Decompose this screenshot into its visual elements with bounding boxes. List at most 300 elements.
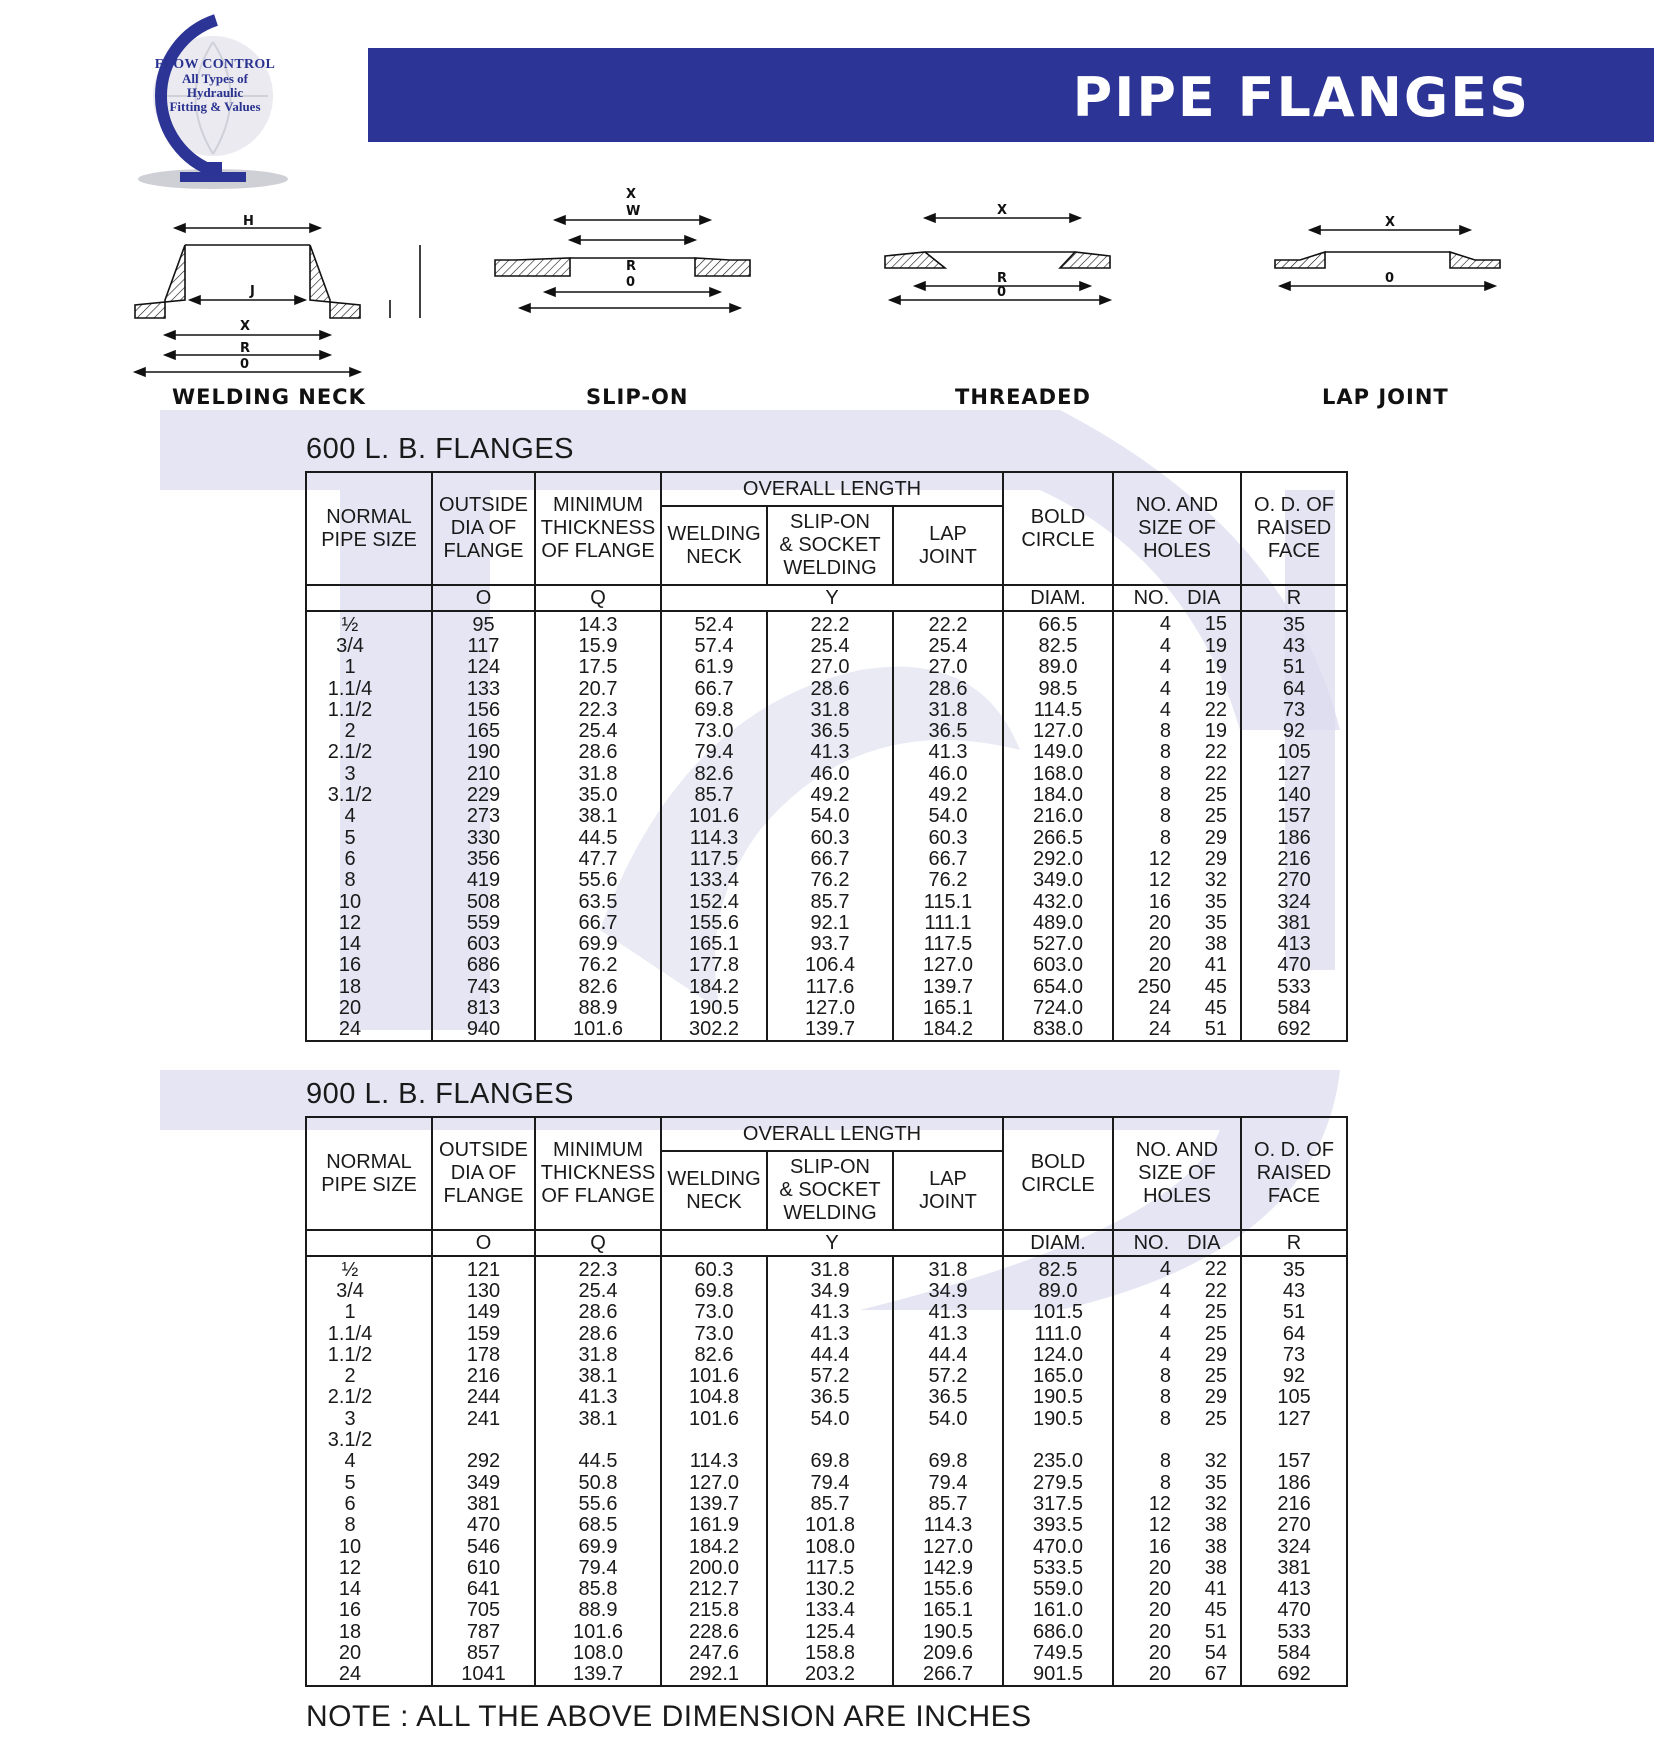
table-cell: 79.4	[661, 742, 767, 763]
table-cell: 324	[1241, 1536, 1347, 1557]
header-lap-joint: LAP JOINT	[893, 1151, 1003, 1230]
table-cell	[661, 1429, 767, 1450]
table-cell: 106.4	[767, 955, 893, 976]
table-cell: 210	[432, 763, 535, 784]
table-cell: 559.0	[1003, 1578, 1113, 1599]
holes-cell	[1113, 955, 1241, 976]
table-cell: 31.8	[535, 763, 661, 784]
hole-dia: 25	[1204, 1301, 1228, 1324]
hole-count: 12	[1148, 1492, 1172, 1515]
table-cell: 31.8	[893, 1256, 1003, 1280]
table-cell: 14.3	[535, 611, 661, 635]
table-cell: 25.4	[893, 635, 1003, 656]
table-cell: 101.6	[535, 1621, 661, 1642]
header-outside-dia: OUTSIDE DIA OF FLANGE	[432, 1117, 535, 1230]
table-cell: 93.7	[767, 933, 893, 954]
table-cell: 38.1	[535, 806, 661, 827]
table-cell: 28.6	[767, 678, 893, 699]
table-cell: 60.3	[661, 1256, 767, 1280]
table-cell: 41.3	[767, 1323, 893, 1344]
hole-dia: 25	[1204, 1365, 1228, 1388]
table-cell: 190.5	[893, 1621, 1003, 1642]
table-cell: 28.6	[535, 1323, 661, 1344]
table-row	[306, 1387, 1347, 1408]
table-cell: 57.2	[767, 1365, 893, 1386]
header-welding-neck: WELDING NECK	[661, 506, 767, 585]
table-cell: 47.7	[535, 848, 661, 869]
hole-count: 24	[1148, 1018, 1172, 1041]
table-cell: 20	[306, 1642, 432, 1663]
table-cell: 330	[432, 827, 535, 848]
flange-table-900: NORMAL PIPE SIZE OUTSIDE DIA OF FLANGE MINIMUM THICKNESS OF FLANGE OVERALL LENGTH BOLD CIRCLE NO. AND SIZE OF HOLES O. D. OF RAISED FACE WELDING NECK SLIP-ON & SOCKET WELDING LAP JOINT O Q Y DIAM. NO. DIA R ½ 121 22.3 60.3 31.8 31.8 82.5 4 22 35 3/4 130 25.4 69.8 34.9 34.9 89.0 4 22 43 1 149 28.6 73.0 41.3 41.3 101.5 4 25 51 1.1/4 159 28.6 73.0 41.3 41.3 111.0 4 25 64 1.1/2 178 31.8 82.6 44.4 44.4 124.0 4 29 73 2 216 38.1 101.6 57.2 57.2 165.0 8 25 92 2.1/2 244 41.3 104.8 36.5 36.5 190.5 8 29 105 3 241 38.1 101.6 54.0 54.0 190.5 8 25 127 3.1/2 4 292 44.5 114.3 69.8 69.8 235.0 8 32 157 5 349 50.8 127.0 79.4 79.4 279.5 8 35 186 6 381 55.6 139.7 85.7 85.7 317.5 12 32 216 8 470 68.5 161.9 101.8 114.3 393.5 12 38 270 10 546 69.9 184.2 108.0 127.0 470.0 16 38 324 12 610 79.4 200.0 117.5 142.9 533.5 20 38 381 14 641 85.8 212.7 130.2 155.6 559.0 20 41 413 16 705 88.9 215.8 133.4 165.1 161.0 20 45 470 18 787 101.6 228.6 125.4 190.5 686.0 20 51 533 20 857 108.0 247.6 158.8 209.6 749.5 20 54 584 24 1041 139.7 292.1 203.2 266.7 901.5 20 67 692	[305, 1116, 1348, 1687]
svg-text:R: R	[997, 271, 1008, 286]
table-cell: 44.5	[535, 1451, 661, 1472]
hole-count: 4	[1159, 1279, 1172, 1302]
hole-count: 8	[1159, 784, 1172, 807]
table-row	[306, 1642, 1347, 1663]
table-cell: 165.0	[1003, 1365, 1113, 1386]
table-cell: 104.8	[661, 1387, 767, 1408]
table-cell: 161.9	[661, 1515, 767, 1536]
table-cell: 12	[306, 1557, 432, 1578]
hole-count: 4	[1159, 1257, 1172, 1280]
table-cell: 157	[1241, 806, 1347, 827]
hole-count: 250	[1137, 975, 1172, 998]
svg-text:0: 0	[997, 285, 1007, 300]
table-cell: 76.2	[893, 870, 1003, 891]
table-cell: 36.5	[893, 720, 1003, 741]
table-cell: 73.0	[661, 1323, 767, 1344]
table-cell: 229	[432, 784, 535, 805]
welding-neck-label: WELDING NECK	[172, 385, 366, 409]
table-cell: 38.1	[535, 1408, 661, 1429]
table-cell: 127	[1241, 763, 1347, 784]
table-cell: 3/4	[306, 635, 432, 656]
table-cell: 25.4	[535, 720, 661, 741]
table-cell: 89.0	[1003, 1280, 1113, 1301]
svg-text:W: W	[626, 204, 641, 219]
table-cell: 3/4	[306, 1280, 432, 1301]
table-row	[306, 955, 1347, 976]
lap-joint-label: LAP JOINT	[1322, 385, 1449, 409]
table-cell: 114.3	[661, 827, 767, 848]
holes-cell	[1113, 997, 1241, 1018]
hole-count: 4	[1159, 612, 1172, 635]
table-cell: 60.3	[767, 827, 893, 848]
hole-dia: 54	[1204, 1641, 1228, 1664]
header-bold-circle: BOLD CIRCLE	[1003, 472, 1113, 585]
table-cell: 8	[306, 870, 432, 891]
hole-dia: 25	[1204, 1407, 1228, 1430]
table-cell: 22.2	[767, 611, 893, 635]
table-cell: 79.4	[893, 1472, 1003, 1493]
table-cell: 55.6	[535, 1493, 661, 1514]
table-row	[306, 1493, 1347, 1514]
table-cell: 156	[432, 699, 535, 720]
table-cell: 130.2	[767, 1578, 893, 1599]
hole-count: 8	[1159, 741, 1172, 764]
table-cell	[893, 1429, 1003, 1450]
table-cell: 46.0	[893, 763, 1003, 784]
table-cell: 2	[306, 720, 432, 741]
hole-dia: 22	[1204, 698, 1228, 721]
table-cell: 184.2	[893, 1019, 1003, 1041]
threaded-label: THREADED	[955, 385, 1091, 409]
holes-cell	[1113, 1515, 1241, 1536]
hole-count: 4	[1159, 677, 1172, 700]
table-600-title: 600 L. B. FLANGES	[306, 433, 575, 465]
table-cell: 584	[1241, 1642, 1347, 1663]
table-cell: 73	[1241, 699, 1347, 720]
slip-on-diagram	[495, 187, 750, 312]
holes-cell	[1113, 870, 1241, 891]
hole-dia: 51	[1204, 1018, 1228, 1041]
holes-cell	[1113, 699, 1241, 720]
table-cell: 85.7	[767, 1493, 893, 1514]
table-row	[306, 611, 1347, 635]
hole-count: 20	[1148, 1663, 1172, 1686]
holes-cell	[1113, 1664, 1241, 1686]
table-cell: 190	[432, 742, 535, 763]
table-cell: 1.1/4	[306, 678, 432, 699]
table-cell: 16	[306, 955, 432, 976]
table-cell: 184.2	[661, 976, 767, 997]
table-cell: 470.0	[1003, 1536, 1113, 1557]
table-row	[306, 827, 1347, 848]
table-cell: 82.5	[1003, 1256, 1113, 1280]
table-row	[306, 1451, 1347, 1472]
table-cell: 121	[432, 1256, 535, 1280]
holes-cell	[1113, 1557, 1241, 1578]
table-cell: 28.6	[535, 1302, 661, 1323]
table-cell: 41.3	[767, 742, 893, 763]
hole-dia: 35	[1204, 1471, 1228, 1494]
table-row	[306, 784, 1347, 805]
table-cell: 85.8	[535, 1578, 661, 1599]
table-cell: 28.6	[893, 678, 1003, 699]
table-cell: 92	[1241, 720, 1347, 741]
table-900-title: 900 L. B. FLANGES	[306, 1078, 575, 1110]
table-row	[306, 997, 1347, 1018]
table-cell: 41.3	[535, 1387, 661, 1408]
holes-cell	[1113, 1323, 1241, 1344]
table-cell: 22.2	[893, 611, 1003, 635]
hole-count: 8	[1159, 805, 1172, 828]
hole-dia: 25	[1204, 805, 1228, 828]
table-row	[306, 1621, 1347, 1642]
hole-count: 8	[1159, 826, 1172, 849]
table-cell: 88.9	[535, 997, 661, 1018]
table-cell: 73	[1241, 1344, 1347, 1365]
table-row	[306, 1344, 1347, 1365]
table-cell: 3.1/2	[306, 1429, 432, 1450]
hole-count: 8	[1159, 720, 1172, 743]
table-cell: 152.4	[661, 891, 767, 912]
holes-cell	[1113, 1451, 1241, 1472]
holes-cell	[1113, 1429, 1241, 1450]
table-cell: 692	[1241, 1019, 1347, 1041]
header-overall-length: OVERALL LENGTH	[661, 1117, 1003, 1151]
table-cell: 101.5	[1003, 1302, 1113, 1323]
holes-cell	[1113, 1302, 1241, 1323]
table-cell: 36.5	[893, 1387, 1003, 1408]
table-row	[306, 720, 1347, 741]
svg-text:0: 0	[626, 275, 636, 290]
table-cell: 127.0	[1003, 720, 1113, 741]
lap-joint-diagram	[1275, 215, 1500, 290]
table-cell: 1	[306, 1302, 432, 1323]
hole-dia: 29	[1204, 847, 1228, 870]
table-cell: 157	[1241, 1451, 1347, 1472]
table-cell: 273	[432, 806, 535, 827]
table-cell: 139.7	[535, 1664, 661, 1686]
hole-count: 4	[1159, 634, 1172, 657]
table-cell: 228.6	[661, 1621, 767, 1642]
table-cell: 270	[1241, 870, 1347, 891]
table-row	[306, 976, 1347, 997]
table-cell: 73.0	[661, 720, 767, 741]
table-cell: 36.5	[767, 1387, 893, 1408]
table-cell: 527.0	[1003, 933, 1113, 954]
table-cell: 1	[306, 657, 432, 678]
holes-cell	[1113, 1365, 1241, 1386]
table-cell: 158.8	[767, 1642, 893, 1663]
header-normal-pipe-size: NORMAL PIPE SIZE	[306, 472, 432, 585]
table-cell: 149	[432, 1302, 535, 1323]
hole-dia: 38	[1204, 1556, 1228, 1579]
hole-count: 20	[1148, 954, 1172, 977]
table-cell: 31.8	[767, 699, 893, 720]
header-welding-neck: WELDING NECK	[661, 1151, 767, 1230]
table-cell: 54.0	[767, 1408, 893, 1429]
table-cell: 35	[1241, 1256, 1347, 1280]
hole-dia: 45	[1204, 975, 1228, 998]
table-cell: 82.5	[1003, 635, 1113, 656]
table-cell: 66.7	[535, 912, 661, 933]
table-cell: 34.9	[893, 1280, 1003, 1301]
table-cell: 117.5	[661, 848, 767, 869]
table-cell: 546	[432, 1536, 535, 1557]
table-cell: 165.1	[893, 997, 1003, 1018]
hole-count: 20	[1148, 1641, 1172, 1664]
table-row	[306, 933, 1347, 954]
svg-text:X: X	[1385, 215, 1396, 230]
table-cell: 705	[432, 1600, 535, 1621]
table-cell: 393.5	[1003, 1515, 1113, 1536]
table-row	[306, 657, 1347, 678]
table-cell: 216.0	[1003, 806, 1113, 827]
table-cell: 209.6	[893, 1642, 1003, 1663]
table-cell: 838.0	[1003, 1019, 1113, 1041]
table-cell: 35	[1241, 611, 1347, 635]
table-cell: 101.6	[661, 1365, 767, 1386]
header-raised-face: O. D. OF RAISED FACE	[1241, 1117, 1347, 1230]
hole-count: 4	[1159, 656, 1172, 679]
table-row	[306, 635, 1347, 656]
table-cell: 241	[432, 1408, 535, 1429]
logo-line-4: Fitting & Values	[169, 99, 261, 114]
table-cell: 317.5	[1003, 1493, 1113, 1514]
table-cell: 813	[432, 997, 535, 1018]
table-cell: 247.6	[661, 1642, 767, 1663]
table-row	[306, 1280, 1347, 1301]
table-cell: 25.4	[767, 635, 893, 656]
table-cell: 69.8	[661, 699, 767, 720]
table-cell: 3	[306, 1408, 432, 1429]
table-cell: 16	[306, 1600, 432, 1621]
svg-text:0: 0	[1385, 271, 1395, 286]
table-cell: 114.3	[661, 1451, 767, 1472]
svg-text:X: X	[240, 319, 251, 334]
hole-count: 8	[1159, 1365, 1172, 1388]
table-cell: 356	[432, 848, 535, 869]
table-cell: 51	[1241, 657, 1347, 678]
holes-cell	[1113, 848, 1241, 869]
table-cell: 50.8	[535, 1472, 661, 1493]
table-cell: 63.5	[535, 891, 661, 912]
table-cell: 49.2	[893, 784, 1003, 805]
table-cell: 292.0	[1003, 848, 1113, 869]
table-cell: 31.8	[767, 1256, 893, 1280]
table-cell: 190.5	[1003, 1387, 1113, 1408]
table-cell: 105	[1241, 1387, 1347, 1408]
table-cell	[1241, 1429, 1347, 1450]
svg-text:R: R	[626, 259, 637, 274]
table-cell: 111.0	[1003, 1323, 1113, 1344]
table-row	[306, 1515, 1347, 1536]
holes-cell	[1113, 1344, 1241, 1365]
table-cell: 190.5	[661, 997, 767, 1018]
table-cell: 470	[432, 1515, 535, 1536]
slip-on-label: SLIP-ON	[586, 385, 689, 409]
holes-cell	[1113, 784, 1241, 805]
table-cell: 92.1	[767, 912, 893, 933]
table-cell: 3	[306, 763, 432, 784]
table-cell: 603	[432, 933, 535, 954]
table-cell: 139.7	[767, 1019, 893, 1041]
table-cell: 127.0	[893, 955, 1003, 976]
table-cell: 27.0	[767, 657, 893, 678]
table-cell: 381	[432, 1493, 535, 1514]
hole-dia: 22	[1204, 1279, 1228, 1302]
table-cell: 266.5	[1003, 827, 1113, 848]
hole-count: 16	[1148, 1535, 1172, 1558]
table-cell: 743	[432, 976, 535, 997]
table-cell: 31.8	[535, 1344, 661, 1365]
table-cell: 533.5	[1003, 1557, 1113, 1578]
hole-count: 12	[1148, 1514, 1172, 1537]
table-cell: 117.6	[767, 976, 893, 997]
table-cell: 79.4	[767, 1472, 893, 1493]
table-row	[306, 891, 1347, 912]
table-cell: 20	[306, 997, 432, 1018]
table-cell: 139.7	[893, 976, 1003, 997]
table-row	[306, 1365, 1347, 1386]
table-row	[306, 1472, 1347, 1493]
welding-neck-diagram	[135, 214, 420, 376]
table-cell: 177.8	[661, 955, 767, 976]
hole-dia: 19	[1204, 677, 1228, 700]
table-cell: 82.6	[535, 976, 661, 997]
table-cell: 381	[1241, 912, 1347, 933]
table-cell: 127	[1241, 1408, 1347, 1429]
table-cell: 2.1/2	[306, 742, 432, 763]
table-cell: ½	[306, 1256, 432, 1280]
table-cell: 1.1/4	[306, 1323, 432, 1344]
table-cell: 69.9	[535, 1536, 661, 1557]
table-row	[306, 1429, 1347, 1450]
hole-dia: 45	[1204, 996, 1228, 1019]
table-cell: 61.9	[661, 657, 767, 678]
table-cell: 85.7	[893, 1493, 1003, 1514]
table-cell: 20.7	[535, 678, 661, 699]
page-title: PIPE FLANGES	[1072, 66, 1530, 129]
table-cell: 2.1/2	[306, 1387, 432, 1408]
table-cell: 41.3	[767, 1302, 893, 1323]
table-cell: 28.6	[535, 742, 661, 763]
hole-count: 12	[1148, 847, 1172, 870]
hole-count: 20	[1148, 1556, 1172, 1579]
hole-count: 12	[1148, 869, 1172, 892]
hole-dia: 35	[1204, 890, 1228, 913]
hole-dia: 19	[1204, 634, 1228, 657]
table-cell: 89.0	[1003, 657, 1113, 678]
hole-dia: 22	[1204, 1257, 1228, 1280]
holes-cell	[1113, 1408, 1241, 1429]
table-cell: 12	[306, 912, 432, 933]
hole-dia: 38	[1204, 1535, 1228, 1558]
holes-cell	[1113, 611, 1241, 635]
hole-dia: 41	[1204, 954, 1228, 977]
table-cell: 46.0	[767, 763, 893, 784]
table-cell: 857	[432, 1642, 535, 1663]
hole-dia: 25	[1204, 784, 1228, 807]
table-cell: 489.0	[1003, 912, 1113, 933]
table-cell: 165.1	[893, 1600, 1003, 1621]
table-cell: 57.2	[893, 1365, 1003, 1386]
hole-dia: 19	[1204, 720, 1228, 743]
table-cell: 168.0	[1003, 763, 1113, 784]
table-cell: 51	[1241, 1302, 1347, 1323]
table-cell: 124	[432, 657, 535, 678]
table-cell: 149.0	[1003, 742, 1113, 763]
table-cell: 14	[306, 1578, 432, 1599]
table-cell: 155.6	[661, 912, 767, 933]
table-cell: 200.0	[661, 1557, 767, 1578]
table-cell: 43	[1241, 635, 1347, 656]
table-cell: 117.5	[893, 933, 1003, 954]
logo-line-1: FLOW CONTROL	[154, 57, 276, 72]
svg-text:R: R	[240, 341, 251, 356]
table-cell: 140	[1241, 784, 1347, 805]
table-cell: 724.0	[1003, 997, 1113, 1018]
table-row	[306, 1256, 1347, 1280]
table-cell: ½	[306, 611, 432, 635]
table-cell: 76.2	[535, 955, 661, 976]
table-cell: 114.3	[893, 1515, 1003, 1536]
hole-dia: 15	[1204, 612, 1228, 635]
table-cell: 5	[306, 1472, 432, 1493]
hole-count: 8	[1159, 1407, 1172, 1430]
hole-count: 20	[1148, 933, 1172, 956]
header-overall-length: OVERALL LENGTH	[661, 472, 1003, 506]
holes-cell	[1113, 1642, 1241, 1663]
table-cell: 95	[432, 611, 535, 635]
hole-dia: 35	[1204, 911, 1228, 934]
table-cell: 44.5	[535, 827, 661, 848]
table-cell: 14	[306, 933, 432, 954]
table-cell: 54.0	[893, 806, 1003, 827]
